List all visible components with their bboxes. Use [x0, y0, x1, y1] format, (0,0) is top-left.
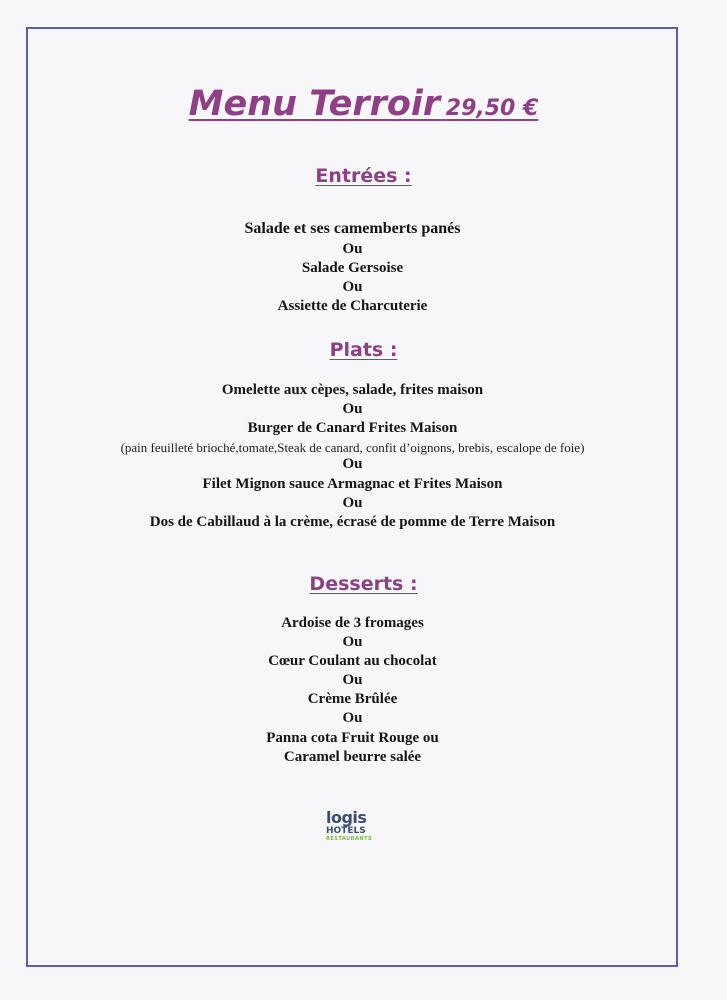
- entrees-heading: Entrées :: [315, 165, 412, 187]
- plat-item: Omelette aux cèpes, salade, frites maison: [221, 382, 484, 398]
- entree-item: Assiette de Charcuterie: [277, 298, 428, 314]
- logo-logis-text: logis: [326, 808, 367, 827]
- dessert-item: Ardoise de 3 fromages: [281, 615, 424, 631]
- plat-item: Dos de Cabillaud à la crème, écrasé de pomme de Terre Maison: [149, 514, 556, 530]
- logo-restaurants-text: RESTAURANTS: [326, 836, 373, 842]
- entree-item: Salade Gersoise: [301, 260, 404, 276]
- separator-or: Ou: [342, 495, 363, 511]
- burger-description: (pain feuilleté brioché,tomate,Steak de canard, confit d’oignons, brebis, escalope de foie): [120, 440, 585, 455]
- separator-or: Ou: [342, 279, 363, 295]
- logo-hotels-text: HOTELS: [326, 826, 366, 836]
- separator-or: Ou: [342, 401, 363, 417]
- menu-title: [0, 84, 727, 124]
- dessert-item: Caramel beurre salée: [283, 749, 422, 765]
- logis-logo: [326, 810, 376, 850]
- dessert-item: Panna cota Fruit Rouge ou: [266, 730, 439, 746]
- plat-item: Filet Mignon sauce Armagnac et Frites Maison: [202, 476, 503, 492]
- separator-or: Ou: [342, 710, 363, 726]
- plat-item: Burger de Canard Frites Maison: [247, 420, 458, 436]
- desserts-heading: Desserts :: [309, 573, 418, 595]
- dessert-item: Crème Brûlée: [307, 691, 398, 707]
- plats-heading: Plats :: [329, 339, 398, 361]
- entree-item: Salade et ses camemberts panés: [244, 220, 461, 237]
- separator-or: Ou: [342, 456, 363, 472]
- separator-or: Ou: [342, 241, 363, 257]
- menu-price: 29,50 €: [445, 96, 539, 121]
- separator-or: Ou: [342, 634, 363, 650]
- dessert-item: Cœur Coulant au chocolat: [268, 653, 437, 669]
- menu-title-text: Menu Terroir: [188, 84, 441, 124]
- separator-or: Ou: [342, 672, 363, 688]
